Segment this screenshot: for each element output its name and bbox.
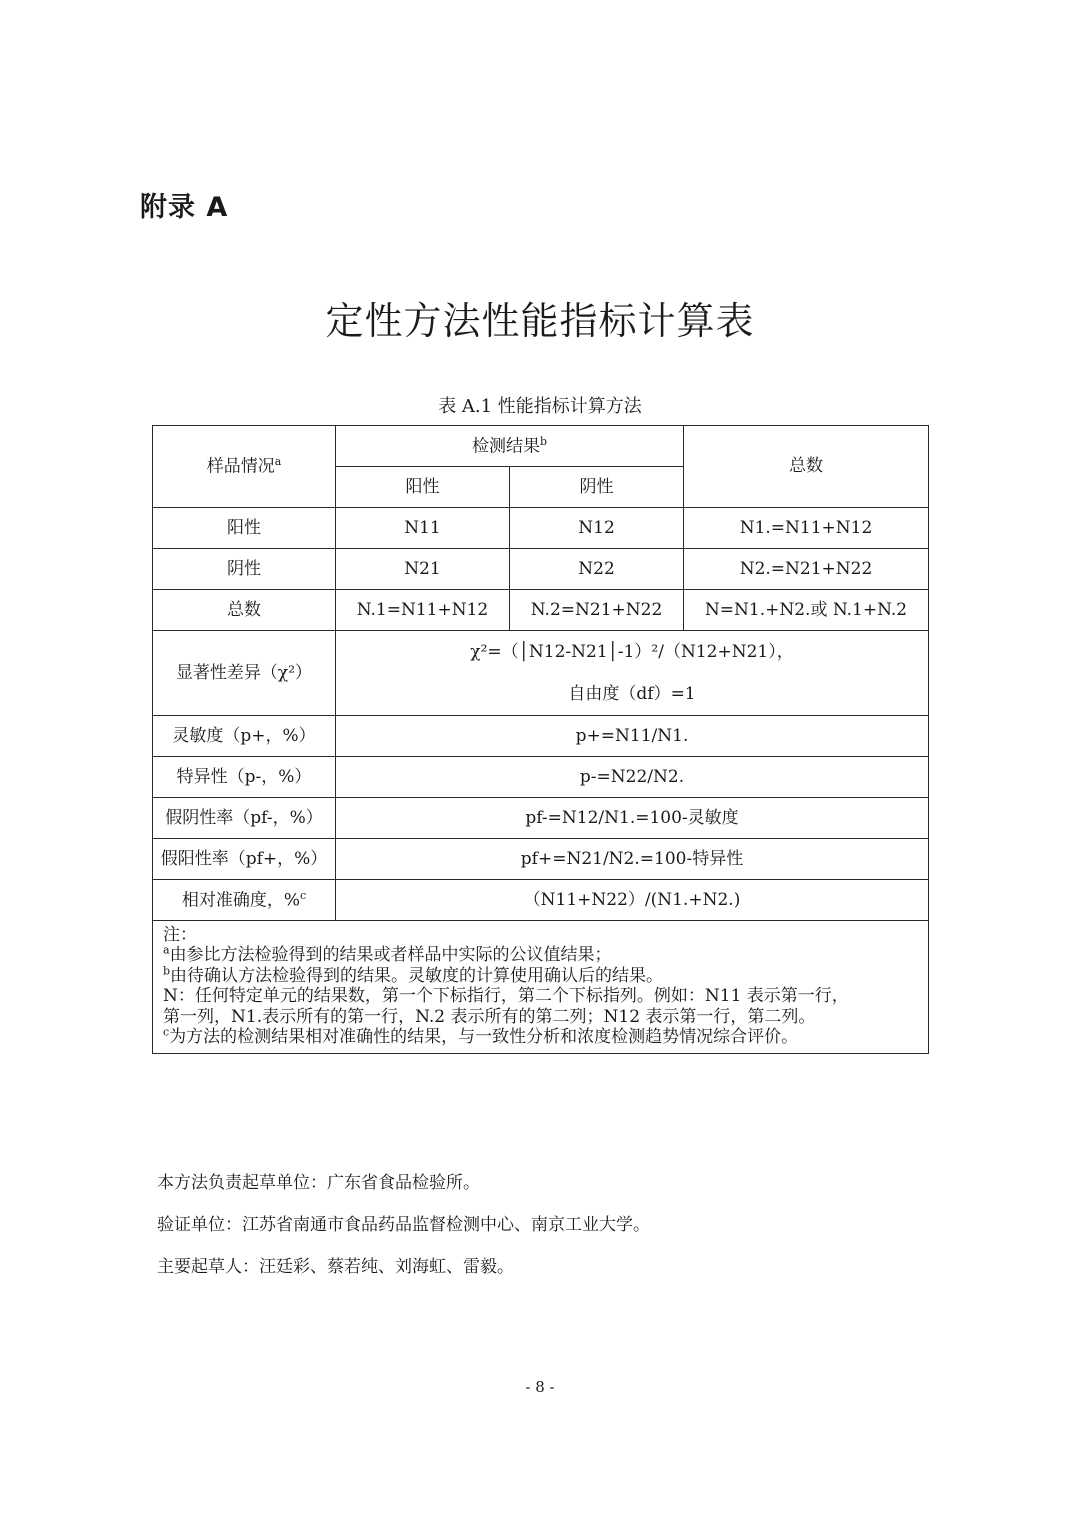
table-caption: 表 A.1 性能指标计算方法 (438, 396, 642, 417)
table-cell: N11 (336, 508, 510, 549)
header-negative: 阴性 (510, 467, 684, 508)
table-row-negative (153, 549, 929, 590)
note-b: $^b$由待确认方法检验得到的结果。灵敏度的计算使用确认后的结果。 (163, 964, 664, 986)
note-c: $^c$为方法的检测结果相对准确性的结果，与一致性分析和浓度检测趋势情况综合评价。 (163, 1025, 799, 1047)
table-cell: N.1=N11+N12 (336, 590, 510, 631)
table-row-positive (153, 508, 929, 549)
notes-heading: 注： (163, 925, 197, 945)
formula-cell: p-=N22/N2. (336, 757, 929, 798)
table-row-false-negative (153, 798, 929, 839)
footnote-c-mark: c (299, 888, 307, 902)
table-cell: N1.=N11+N12 (684, 508, 929, 549)
notes-cell (153, 921, 929, 1054)
page-title: 定性方法性能指标计算表 (325, 299, 755, 343)
row-label: 假阴性率（pf-，%） (153, 798, 336, 839)
table-cell: N=N1.+N2.或 N.1+N.2 (684, 590, 929, 631)
footnote-a-mark: a (274, 455, 282, 469)
table-cell: N22 (510, 549, 684, 590)
note-n-line-2: 第一列，N1.表示所有的第一行，N.2 表示所有的第二列；N12 表示第一行，第二列。 (163, 1006, 816, 1027)
row-label: 假阳性率（pf+，%） (153, 839, 336, 880)
table-row-specificity (153, 757, 929, 798)
table-cell: N21 (336, 549, 510, 590)
formula-cell: pf-=N12/N1.=100-灵敏度 (336, 798, 929, 839)
footnote-b-mark: b (539, 434, 548, 448)
note-a: $^a$由参比方法检验得到的结果或者样品中实际的公议值结果； (163, 943, 612, 966)
header-positive: 阳性 (336, 467, 510, 508)
formula-cell: p+=N11/N1. (336, 716, 929, 757)
table-cell: N.2=N21+N22 (510, 590, 684, 631)
table-cell: N2.=N21+N22 (684, 549, 929, 590)
degrees-of-freedom: 自由度（df）=1 (568, 684, 696, 704)
main-drafters: 主要起草人：汪廷彩、蔡若纯、刘海虹、雷毅。 (157, 1257, 514, 1277)
header-detection-result: 检测结果$^b$ (336, 426, 684, 467)
note-n-line-1: N：任何特定单元的结果数，第一个下标指行，第二个下标指列。例如：N11 表示第一行， (163, 986, 849, 1007)
formula-cell: （N11+N22）/(N1.+N2.) (336, 880, 929, 921)
drafting-unit: 本方法负责起草单位：广东省食品检验所。 (157, 1173, 480, 1193)
formula-cell: pf+=N21/N2.=100-特异性 (336, 839, 929, 880)
row-label: 总数 (153, 590, 336, 631)
page-number: - 8 - (525, 1378, 555, 1396)
verification-unit: 验证单位：江苏省南通市食品药品监督检测中心、南京工业大学。 (157, 1215, 650, 1235)
significance-formula-cell (336, 631, 929, 716)
row-label: 显著性差异（χ²） (153, 631, 336, 716)
header-sample-condition: 样品情况$^a$ (153, 426, 336, 508)
header-total: 总数 (684, 426, 929, 508)
performance-table (152, 425, 929, 1054)
row-label: 相对准确度，%$^c$ (153, 880, 336, 921)
appendix-label: 附录 A (140, 192, 229, 223)
table-row-false-positive (153, 839, 929, 880)
row-label: 阴性 (153, 549, 336, 590)
table-row-total (153, 590, 929, 631)
table-row-sensitivity (153, 716, 929, 757)
table-row-relative-accuracy (153, 880, 929, 921)
header-row-1 (153, 426, 929, 467)
chi-square-formula: χ²=（│N12-N21│-1）²/（N12+N21）， (470, 642, 794, 662)
table-row-notes (153, 921, 929, 1054)
table-row-significance (153, 631, 929, 716)
row-label: 特异性（p-，%） (153, 757, 336, 798)
row-label: 灵敏度（p+，%） (153, 716, 336, 757)
row-label: 阳性 (153, 508, 336, 549)
table-cell: N12 (510, 508, 684, 549)
